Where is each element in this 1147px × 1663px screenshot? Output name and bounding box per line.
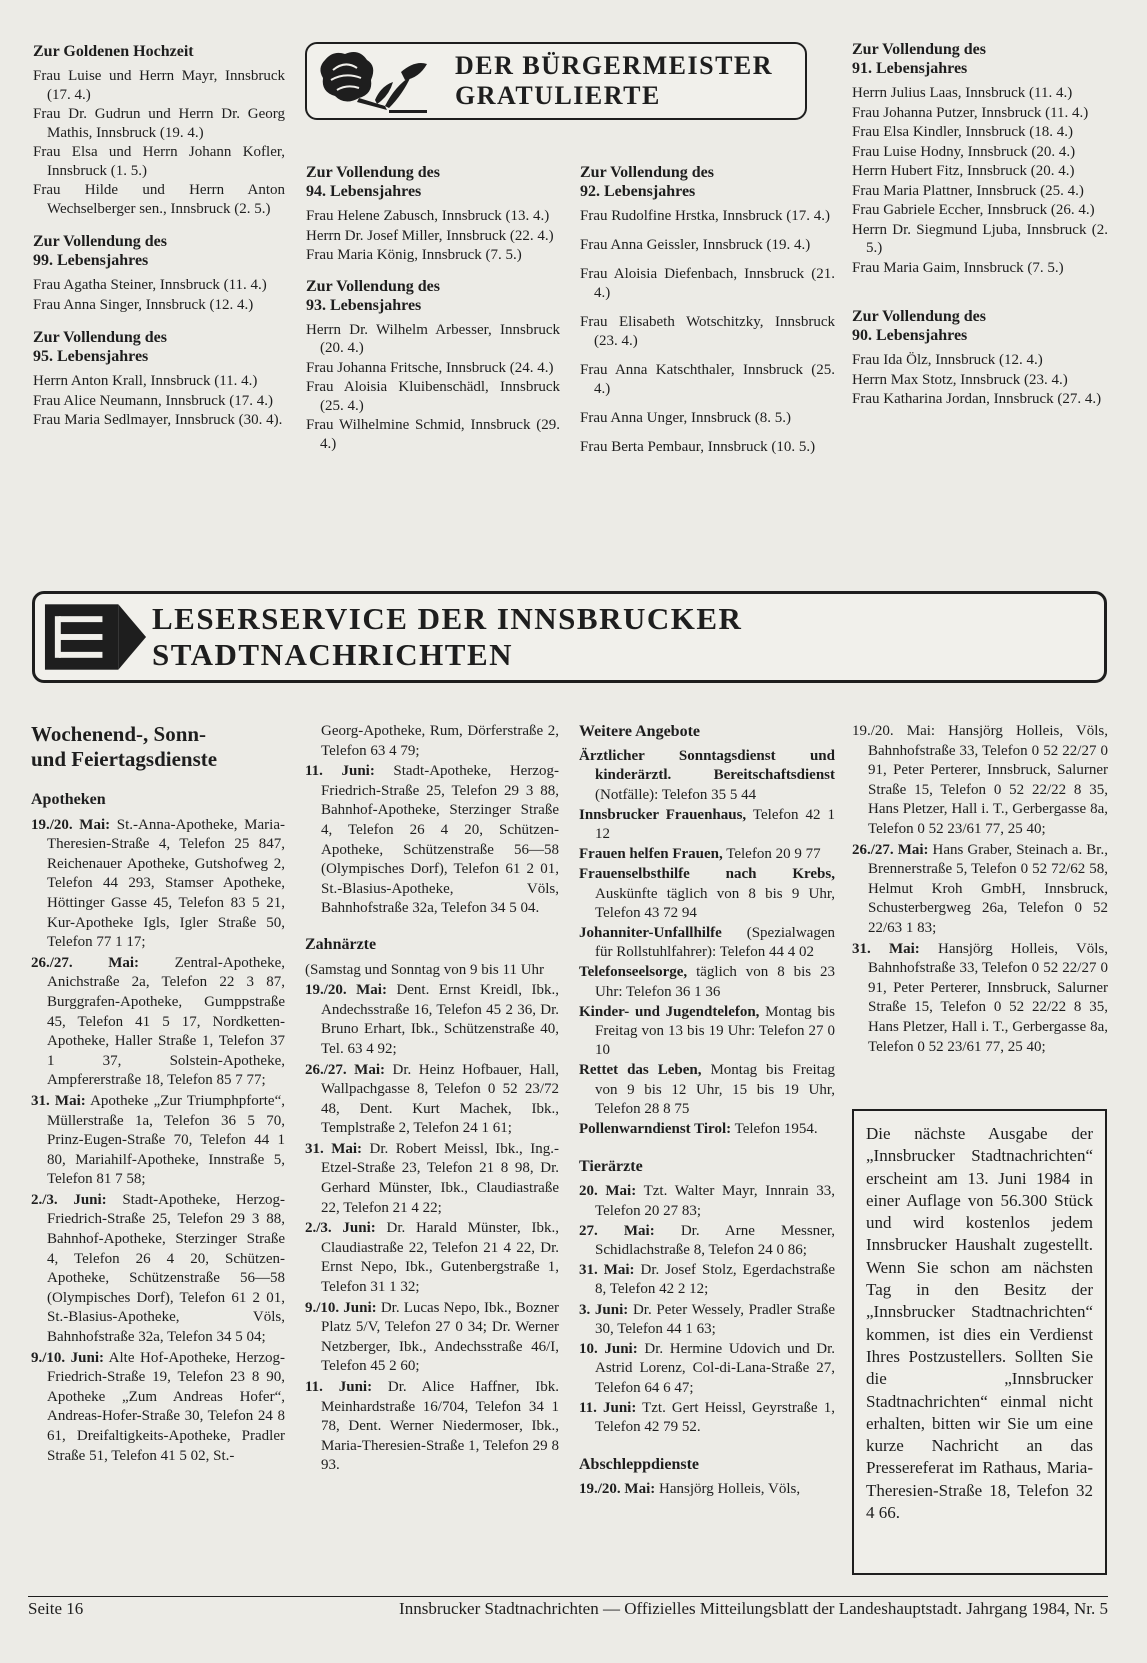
list-item: [852, 841, 1108, 939]
list-item: Frau Maria Plattner, Innsbruck (25. 4.): [852, 182, 1084, 199]
heading-apotheken: Apotheken: [31, 791, 106, 808]
heading-92: [580, 163, 835, 201]
date-label: 26./27. Mai:: [31, 954, 140, 971]
entry-text: Dr. Arne Messner, Schidlachstraße 8, Telefon 24 0 86;: [595, 1222, 835, 1259]
date-label: 26./27. Mai:: [852, 841, 929, 858]
heading-94: [306, 163, 560, 201]
date-label: 2./3. Juni:: [305, 1220, 376, 1237]
date-label: 9./10. Juni:: [305, 1299, 377, 1316]
heading-91: [852, 40, 1108, 78]
service-col-1: [31, 722, 285, 1467]
list-item: [579, 924, 835, 962]
heading-line: 92. Lebensjahres: [580, 183, 696, 200]
buergermeister-banner: [305, 42, 807, 120]
gratulation-col-1: [33, 42, 285, 431]
gratulation-col-4: [852, 40, 1108, 410]
entry-text: (Spezialwagen für Rollstuhlfahrer): Telefon 44 4 02: [595, 925, 835, 961]
heading-line: 95. Lebensjahres: [33, 348, 149, 365]
date-label: 20. Mai:: [579, 1183, 637, 1200]
date-label: 9./10. Juni:: [31, 1349, 105, 1366]
heading-line: Zur Vollendung des: [306, 164, 440, 181]
list-item: Frau Wilhelmine Schmid, Innsbruck (29. 4.): [306, 417, 560, 452]
rose-icon: [315, 46, 435, 116]
heading-line: Zur Vollendung des: [852, 308, 986, 325]
list-item: Herrn Hubert Fitz, Innsbruck (20. 4.): [852, 163, 1075, 179]
list-item-continued: Georg-Apotheke, Rum, Dörferstraße 2, Telefon 63 4 79;: [321, 723, 559, 759]
list-item: Frau Maria Sedlmayer, Innsbruck (30. 4).: [33, 412, 283, 428]
list-item: Frau Johanna Fritsche, Innsbruck (24. 4.): [306, 359, 554, 376]
entry-text: Dr. Peter Wessely, Pradler Straße 30, Telefon 44 1 63;: [595, 1301, 835, 1337]
list-item: Frau Hilde und Herrn Anton Wechselberger sen., Innsbruck (2. 5.): [33, 182, 285, 217]
list-item: [579, 1222, 835, 1260]
entry-text: Montag bis Freitag von 9 bis 12 Uhr, 15 bis 19 Uhr, Telefon 28 8 75: [595, 1062, 835, 1117]
list-item: Frau Agatha Steiner, Innsbruck (11. 4.): [33, 277, 267, 293]
entry-text: Telefon 20 9 77: [722, 846, 821, 863]
entry-text: Stadt-Apotheke, Herzog-Friedrich-Straße 25, Telefon 29 3 88, Bahnhof-Apotheke, Sterzinger Straße 4, Telefon 26 4 20, Schützen-Apotheke, Schützenstraße 56—58 (Olympisches Dorf), Telefon 61 2 01, St.-Blasius-Apotheke, Völs, Bahnhofstraße 32a, Telefon 34 5 04.: [321, 763, 559, 917]
list-item: [305, 1378, 559, 1476]
list-item: Frau Helene Zabusch, Innsbruck (13. 4.): [306, 208, 550, 224]
list-item: Herrn Dr. Wilhelm Arbesser, Innsbruck (20. 4.): [306, 321, 560, 356]
entry-text: Tzt. Walter Mayr, Innrain 33, Telefon 20 27 83;: [595, 1183, 835, 1219]
service-name: Kinder- und Jugendtelefon,: [579, 1003, 760, 1020]
date-label: 19./20. Mai:: [579, 1481, 656, 1498]
entry-text: Hans Graber, Steinach a. Br., Brennerstraße 5, Telefon 0 52 72/62 58, Helmut Kroh GmbH, Innsbruck, Schusterbergweg 26a, Telefon 0 52 22/63 1 83;: [868, 841, 1108, 936]
heading-line: Zur Vollendung des: [580, 164, 714, 181]
entry-text: Dr. Alice Haffner, Ibk. Meinhardstraße 16/704, Telefon 34 1 78, Dent. Werner Niedermoser, Ibk., Maria-Theresien-Straße 1, Telefon 29 8 93.: [321, 1379, 559, 1474]
entry-text: Dr. Josef Stolz, Egerdachstraße 8, Telefon 42 2 12;: [595, 1262, 836, 1298]
list-item: Herrn Julius Laas, Innsbruck (11. 4.): [852, 85, 1073, 101]
date-label: 27. Mai:: [579, 1222, 655, 1239]
entry-text: Apotheke „Zur Triumphpforte“, Müllerstraße 1a, Telefon 36 5 70, Prinz-Eugen-Straße 70, Telefon 44 1 80, Mariahilf-Apotheke, Innstraße 5, Telefon 81 7 58;: [47, 1092, 285, 1188]
heading-line: Zur Vollendung des: [306, 277, 440, 295]
service-name: Pollenwarndienst Tirol:: [579, 1121, 732, 1138]
entry-text: Dr. Robert Meissl, Ibk., Ing.-Etzel-Straße 23, Telefon 21 8 98, Dr. Gerhard Münster, Ibk., Claudiastraße 22, Telefon 21 4 22;: [321, 1140, 559, 1216]
list-item: Herrn Dr. Siegmund Ljuba, Innsbruck (2. 5.): [852, 221, 1108, 256]
list-item: Frau Ida Ölz, Innsbruck (12. 4.): [852, 352, 1043, 368]
service-name: Innsbrucker Frauenhaus,: [579, 806, 747, 823]
list-item: Frau Anna Singer, Innsbruck (12. 4.): [33, 296, 254, 313]
gratulation-col-3: [580, 163, 835, 467]
list-item: Frau Elisabeth Wotschitzky, Innsbruck (23. 4.): [580, 314, 835, 349]
service-name: Frauenselbsthilfe nach Krebs,: [579, 866, 835, 883]
list-item: Frau Luise Hodny, Innsbruck (20. 4.): [852, 143, 1076, 160]
entry-text: Dr. Hermine Udovich und Dr. Astrid Lorenz, Col-di-Lana-Straße 27, Telefon 64 6 47;: [595, 1341, 835, 1396]
heading-goldene-hochzeit: Zur Goldenen Hochzeit: [33, 43, 194, 60]
page-number: Seite 16: [28, 1599, 84, 1618]
list-item: [852, 940, 1108, 1058]
footer-text: Innsbrucker Stadtnachrichten — Offizielles Mitteilungsblatt der Landeshauptstadt. Jahrgang 1984, Nr. 5: [399, 1599, 1108, 1618]
entry-text: Dent. Ernst Kreidl, Ibk., Andechsstraße 16, Telefon 45 2 36, Dr. Bruno Erhart, Ibk., Schützenstraße 40, Tel. 63 4 92;: [321, 982, 559, 1057]
list-item: [579, 865, 835, 923]
list-item: Frau Elsa und Herrn Johann Kofler, Innsbruck (1. 5.): [33, 144, 285, 179]
list-item: [579, 747, 835, 805]
heading-zahnaerzte: Zahnärzte: [305, 935, 377, 953]
service-name: Frauen helfen Frauen,: [579, 846, 723, 863]
leserservice-banner: [32, 591, 1107, 683]
list-item: [31, 1349, 285, 1467]
heading-line: Zur Vollendung des: [852, 41, 986, 58]
service-name: Telefonseelsorge,: [579, 964, 688, 981]
entry-text: Telefon 1954.: [731, 1121, 818, 1138]
date-label: 19./20. Mai:: [305, 982, 387, 999]
heading-93: [306, 277, 560, 315]
list-item: Frau Rudolfine Hrstka, Innsbruck (17. 4.): [580, 208, 830, 224]
list-item: [305, 981, 559, 1059]
entry-text: Dr. Harald Münster, Ibk., Claudiastraße 22, Telefon 21 4 22, Dr. Ernst Nepo, Ibk., Gutenbergstraße 1, Telefon 31 1 32;: [321, 1220, 560, 1296]
entry-text: Hansjörg Holleis, Völs, Bahnhofstraße 33, Telefon 0 52 22/27 0 91, Peter Perterer, Innsbruck, Salurner Straße 15, Telefon 0 52 22/22 8 35, Hans Pletzer, Hall i. T., Gerbergasse 8a, Telefon 0 52 23/61 77, 25 40;: [868, 940, 1108, 1055]
list-item: [305, 1140, 559, 1218]
service-name: Johanniter-Unfallhilfe: [579, 925, 722, 942]
heading-line: 93. Lebensjahres: [306, 296, 422, 314]
entry-text: Hansjörg Holleis, Völs,: [655, 1481, 801, 1498]
heading-line: 91. Lebensjahres: [852, 60, 968, 77]
list-item: Frau Aloisia Kluibenschädl, Innsbruck (25. 4.): [306, 379, 560, 414]
service-col-2: [305, 722, 559, 1477]
list-item: [579, 1399, 835, 1437]
title-line: und Feiertagsdienste: [31, 747, 218, 771]
entry-text: Alte Hof-Apotheke, Herzog-Friedrich-Straße 19, Telefon 23 8 90, Apotheke „Zum Andreas Hofer“, Andreas-Hofer-Straße 30, Telefon 24 8 61, Dreifaltigkeits-Apotheke, Pradler Straße 51, Telefon 41 5 02, St.-: [47, 1349, 286, 1464]
list-item: [305, 1061, 559, 1139]
service-name: Rettet das Leben,: [579, 1062, 702, 1079]
date-label: 19./20. Mai:: [31, 816, 111, 833]
zahn-note: (Samstag und Sonntag von 9 bis 11 Uhr: [305, 961, 545, 978]
date-label: 3. Juni:: [579, 1301, 629, 1318]
list-item: Frau Berta Pembaur, Innsbruck (10. 5.): [580, 439, 816, 455]
entry-text: täglich von 8 bis 23 Uhr: Telefon 36 1 36: [595, 964, 835, 1000]
list-item: Frau Anna Unger, Innsbruck (8. 5.): [580, 410, 792, 426]
list-item: [579, 1261, 835, 1299]
list-item: [305, 1299, 559, 1377]
service-col-3: [579, 722, 835, 1501]
date-label: 26./27. Mai:: [305, 1061, 386, 1078]
entry-text: Telefon 42 1 12: [595, 806, 835, 843]
heading-90: [852, 307, 1108, 345]
list-item: [579, 1340, 835, 1398]
heading-line: 94. Lebensjahres: [306, 183, 422, 200]
date-label: 31. Mai:: [579, 1262, 635, 1279]
list-item: Frau Maria Gaim, Innsbruck (7. 5.): [852, 259, 1064, 276]
list-item: Frau Gabriele Eccher, Innsbruck (26. 4.): [852, 202, 1095, 218]
entry-text: Auskünfte täglich von 8 bis 9 Uhr, Telefon 43 72 94: [595, 885, 835, 921]
list-item: Herrn Dr. Josef Miller, Innsbruck (22. 4.): [306, 227, 554, 244]
service-name: Ärztlicher Sonntagsdienst und kinderärztl. Bereitschaftsdienst: [579, 748, 835, 784]
list-item: Frau Maria König, Innsbruck (7. 5.): [306, 247, 522, 263]
list-item: Frau Anna Katschthaler, Innsbruck (25. 4.): [580, 362, 835, 397]
entry-text: Montag bis Freitag von 13 bis 19 Uhr: Telefon 27 0 10: [595, 1003, 835, 1059]
list-item: Herrn Anton Krall, Innsbruck (11. 4.): [33, 373, 258, 389]
entry-text: St.-Anna-Apotheke, Maria-Theresien-Straße 4, Telefon 25 847, Reichenauer Apotheke, Gutshofweg 2, Telefon 44 293, Stamser Apotheke, Höttinger Gasse 45, Telefon 83 5 21, Kur-Apotheke Igls, Igler Straße 50, Telefon 77 1 17;: [47, 816, 285, 951]
date-label: 31. Mai:: [31, 1092, 86, 1109]
list-item-continued: 19./20. Mai: Hansjörg Holleis, Völs, Bahnhofstraße 33, Telefon 0 52 22/27 0 91, Peter Perterer, Innsbruck, Salurner Straße 15, Telefon 0 52 22/22 8 35, Hans Pletzer, Hall i. T., Gerbergasse 8a, Telefon 0 52 23/61 77, 25 40;: [852, 723, 1108, 837]
entry-text: Dr. Heinz Hofbauer, Hall, Wallpachgasse 8, Telefon 0 52 23/72 48, Dent. Kurt Machek, Ibk., Templstraße 2, Telefon 24 1 61;: [321, 1061, 559, 1137]
date-label: 10. Juni:: [579, 1341, 638, 1358]
list-item: Frau Aloisia Diefenbach, Innsbruck (21. 4.): [580, 266, 835, 301]
date-label: 31. Mai:: [305, 1140, 363, 1157]
banner-title-line: GRATULIERTE: [455, 81, 661, 110]
heading-99: [33, 232, 285, 270]
date-label: 11. Juni:: [579, 1399, 637, 1416]
entry-text: (Notfälle): Telefon 35 5 44: [595, 786, 757, 803]
list-item: [579, 806, 835, 844]
heading-line: 99. Lebensjahres: [33, 252, 149, 269]
list-item: [31, 954, 285, 1091]
list-item: Frau Elsa Kindler, Innsbruck (18. 4.): [852, 124, 1074, 140]
list-item: Herrn Max Stotz, Innsbruck (23. 4.): [852, 371, 1068, 388]
list-item: Frau Luise und Herrn Mayr, Innsbruck (17. 4.): [33, 68, 285, 103]
list-item: [579, 1480, 835, 1499]
pencil-icon: [41, 600, 150, 674]
entry-text: Stadt-Apotheke, Herzog-Friedrich-Straße 25, Telefon 29 3 88, Bahnhof-Apotheke, Sterzinger Straße 4, Telefon 26 4 20, Schützen-Apotheke, Schützenstraße 56—58 (Olympisches Dorf), Telefon 61 2 01, St.-Blasius-Apotheke, Völs, Bahnhofstraße 32a, Telefon 34 5 04;: [47, 1191, 285, 1346]
heading-line: Zur Vollendung des: [33, 233, 167, 250]
service-col-4: [852, 722, 1108, 1058]
heading-abschleppdienste: Abschleppdienste: [579, 1456, 700, 1474]
date-label: 11. Juni:: [305, 1379, 373, 1395]
entry-text: Dr. Lucas Nepo, Ibk., Bozner Platz 5/V, Telefon 27 0 34; Dr. Werner Netzberger, Ibk., Andechsstraße 46/I, Telefon 45 2 60;: [321, 1299, 560, 1375]
banner-title: LESERSERVICE DER INNSBRUCKER STADTNACHRICHTEN: [152, 601, 743, 672]
heading-line: Zur Vollendung des: [33, 329, 167, 346]
list-item: [579, 1120, 835, 1139]
entry-text: Zentral-Apotheke, Anichstraße 2a, Telefon 22 3 87, Burggrafen-Apotheke, Gumppstraße 45, Telefon 41 5 17, Nordketten-Apotheke, Haller Straße 1, Telefon 37 1 37, Solstein-Apotheke, Ampfererstraße 18, Telefon 85 7 77;: [47, 954, 285, 1089]
date-label: 31. Mai:: [852, 940, 920, 957]
next-issue-notice: Die nächste Ausgabe der „Innsbrucker Stadtnachrichten“ erscheint am 13. Juni 1984 in einer Auflage von 56.300 Stück und wird kostenlos jedem Innsbrucker Haushalt zugestellt. Wenn Sie schon am nächsten Tag in den Besitz der „Innsbrucker Stadtnachrichten“ kommen, ist dies ein Verdienst Ihres Postzustellers. Sollten Sie die „Innsbrucker Stadtnachrichten“ einmal nicht erhalten, bitten wir Sie um eine kurze Nachricht an das Pressereferat im Rathaus, Maria-Theresien-Straße 18, Telefon 32 4 66.: [852, 1109, 1107, 1575]
gratulation-col-2: [306, 163, 560, 454]
date-label: 2./3. Juni:: [31, 1191, 107, 1208]
list-item: [579, 1182, 835, 1220]
heading-95: [33, 328, 285, 366]
list-item: [579, 845, 835, 864]
list-item: [579, 963, 835, 1001]
list-item: [579, 1301, 835, 1339]
list-item: [305, 762, 559, 919]
page-footer: [28, 1596, 1108, 1619]
list-item: Frau Johanna Putzer, Innsbruck (11. 4.): [852, 104, 1089, 121]
list-item: [579, 1061, 835, 1119]
list-item: [31, 1191, 285, 1348]
page-title: [31, 722, 285, 772]
banner-title-line: DER BÜRGERMEISTER: [455, 51, 774, 80]
heading-line: 90. Lebensjahres: [852, 327, 968, 344]
list-item: Frau Anna Geissler, Innsbruck (19. 4.): [580, 237, 811, 253]
banner-title: [455, 51, 773, 111]
list-item: [579, 1003, 835, 1061]
entry-text: Tzt. Gert Heissl, Geyrstraße 1, Telefon 42 79 52.: [595, 1399, 835, 1435]
list-item: [31, 816, 285, 953]
list-item: Frau Katharina Jordan, Innsbruck (27. 4.): [852, 391, 1102, 407]
list-item: [305, 1219, 559, 1297]
heading-tieraerzte: Tierärzte: [579, 1158, 643, 1176]
date-label: 11. Juni:: [305, 763, 375, 780]
heading-weitere-angebote: Weitere Angebote: [579, 723, 701, 740]
list-item: Frau Alice Neumann, Innsbruck (17. 4.): [33, 392, 273, 409]
title-line: Wochenend-, Sonn-: [31, 722, 207, 746]
list-item: Frau Dr. Gudrun und Herrn Dr. Georg Mathis, Innsbruck (19. 4.): [33, 106, 285, 141]
list-item: [31, 1092, 285, 1190]
list-gold: [33, 67, 285, 218]
